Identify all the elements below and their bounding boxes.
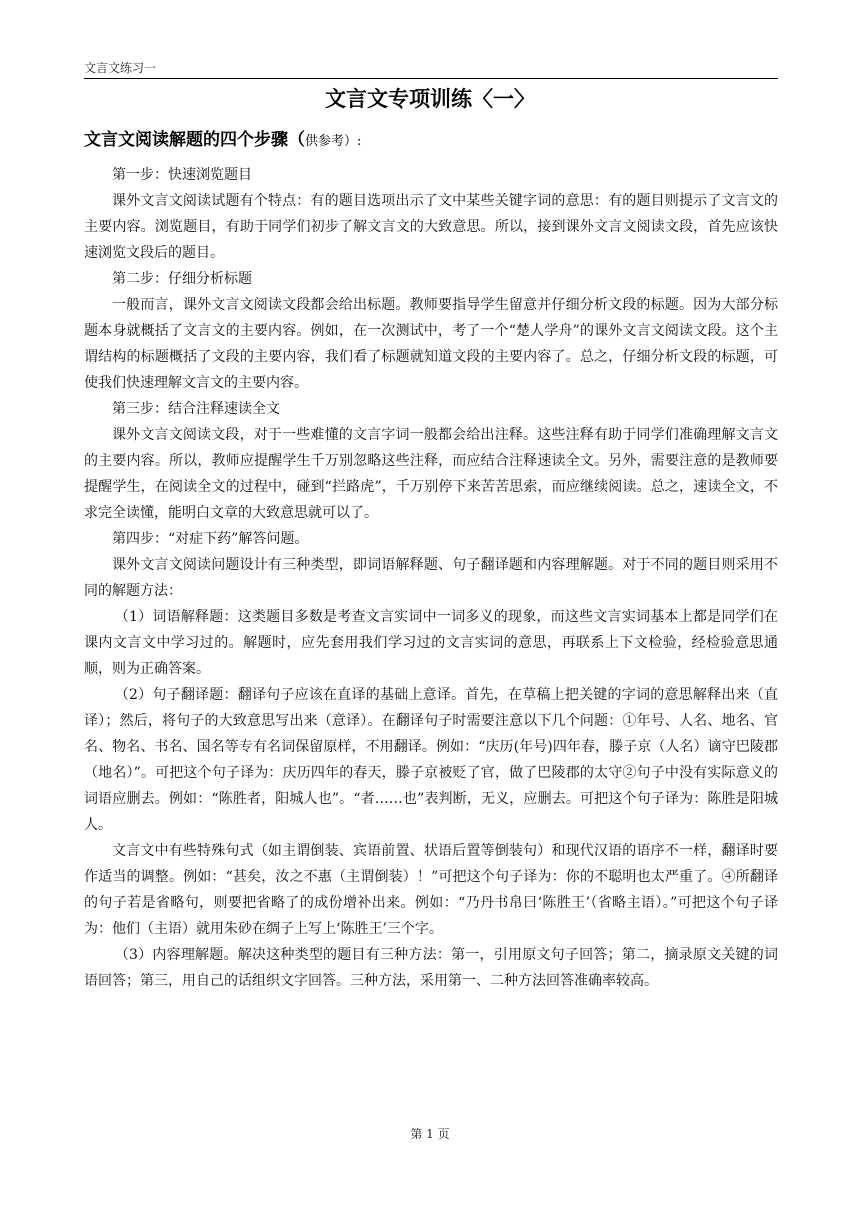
step-1-paragraph: 课外文言文阅读试题有个特点：有的题目选项出示了文中某些关键字词的意思：有的题目则提示了文言文的主要内容。浏览题目，有助于同学们初步了解文言文的大致意思。所以，接到课外文言文阅读文段，首先应该快速浏览文段后的题目。 — [84, 193, 778, 261]
special-sentence-paragraph: 文言文中有些特殊句式（如主谓倒装、宾语前置、状语后置等倒装句）和现代汉语的语序不一样，翻译时要作适当的调整。例如：“甚矣，汝之不惠（主谓倒装）！”可把这个句子译为：你的不聪明也太严重了。④所翻译的句子若是省略句，则要把省略了的成份增补出来。例如：“乃丹书帛曰‘陈胜王’（省略主语）。”可把这个句子译为：他们（主语）就用朱砂在绸子上写上‘陈胜王’三个字。 — [84, 843, 778, 937]
step-2-paragraph: 一般而言，课外文言文阅读文段都会给出标题。教师要指导学生留意并仔细分析文段的标题。因为大部分标题本身就概括了文言文的主要内容。例如，在一次测试中，考了一个“楚人学舟”的课外文言文阅读文段。这个主谓结构的标题概括了文段的主要内容，我们看了标题就知道文段的主要内容了。总之，仔细分析文段的标题，可使我们快速理解文言文的主要内容。 — [84, 297, 778, 391]
step-4-paragraph: 课外文言文阅读问题设计有三种类型，即词语解释题、句子翻译题和内容理解题。对于不同的题目则采用不同的解题方法： — [84, 557, 778, 599]
running-header: 文言文练习一 — [84, 60, 778, 79]
step-1-title: 第一步：快速浏览题目 — [112, 167, 252, 183]
step-3-paragraph: 课外文言文阅读文段，对于一些难懂的文言字词一般都会给出注释。这些注释有助于同学们准确理解文言文的主要内容。所以，教师应提醒学生千万别忽略这些注释，而应结合注释速读全文。另外，需要注意的是教师要提醒学生，在阅读全文的过程中，碰到“拦路虎”，千万别停下来苦苦思索，而应继续阅读。总之，速读全文，不求完全读懂，能明白文章的大致意思就可以了。 — [84, 427, 778, 521]
item-2-sentence-translation: （2）句子翻译题：翻译句子应该在直译的基础上意译。首先，在草稿上把关键的字词的意思解释出来（直译）；然后，将句子的大致意思写出来（意译）。在翻译句子时需要注意以下几个问题：①年号、人名、地名、官名、物名、书名、国名等专有名词保留原样，不用翻译。例如：“庆历(年号)四年春，滕子京（人名）谪守巴陵郡（地名）”。可把这个句子译为：庆历四年的春天，滕子京被贬了官，做了巴陵郡的太守②句子中没有实际意义的词语应删去。例如：“陈胜者，阳城人也”。“者……也”表判断，无义，应删去。可把这个句子译为：陈胜是阳城人。 — [84, 687, 778, 833]
item-3-content-comprehension: （3）内容理解题。解决这种类型的题目有三种方法：第一，引用原文句子回答；第二，摘录原文关键的词语回答；第三，用自己的话组织文字回答。三种方法，采用第一、二种方法回答准确率较高。 — [84, 947, 778, 989]
document-body — [84, 162, 778, 994]
section-heading-text: 文言文阅读解题的四个步骤（ — [84, 130, 305, 150]
section-heading-note: 供参考）: — [305, 134, 362, 149]
step-3-title: 第三步：结合注释速读全文 — [112, 401, 280, 417]
page-number: 第 1 页 — [410, 1127, 450, 1141]
step-2-title: 第二步：仔细分析标题 — [112, 271, 252, 287]
item-1-word-explanation: （1）词语解释题：这类题目多数是考查文言实词中一词多义的现象，而这些文言实词基本上都是同学们在课内文言文中学习过的。解题时，应先套用我们学习过的文言实词的意思，再联系上下文检验，经检验意思通顺，则为正确答案。 — [84, 609, 778, 677]
document-title: 文言文专项训练〈一〉 — [325, 87, 535, 111]
step-4-title: 第四步：“对症下药”解答问题。 — [112, 531, 309, 547]
section-heading — [84, 126, 784, 156]
